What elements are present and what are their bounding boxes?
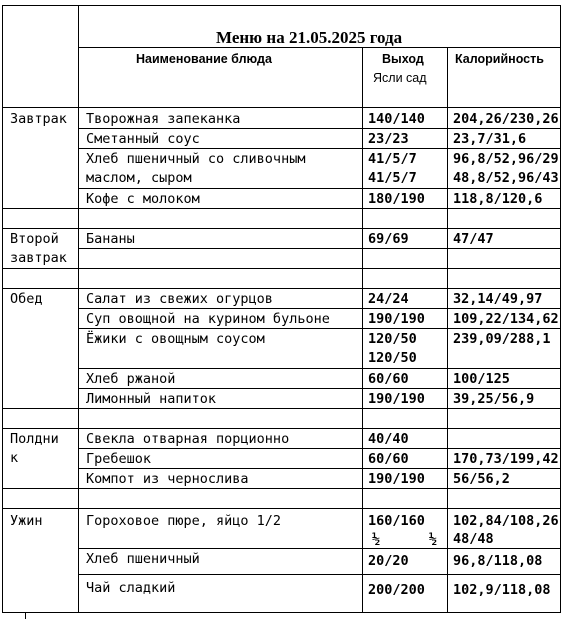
header-calories: Калорийность [455, 52, 544, 66]
dish-name: Суп овощной на курином бульоне [86, 311, 330, 327]
header-dish: Наименование блюда [136, 52, 272, 66]
dish-output: 60/60 [368, 371, 409, 387]
dish-output: 190/190 [368, 391, 425, 407]
dish-name: Салат из свежих огурцов [86, 291, 273, 307]
dish-calories: 100/125 [453, 371, 510, 387]
dish-output: 190/190 [368, 311, 425, 327]
dish-name: Бананы [86, 231, 135, 247]
dish-calories: 109,22/134,62 [453, 311, 559, 327]
dish-output: 69/69 [368, 231, 409, 247]
dish-output: 60/60 [368, 451, 409, 467]
meal-lunch-label: Обед [10, 291, 43, 307]
dish-calories: 23,7/31,6 [453, 131, 527, 147]
dish-name: Хлеб пшеничный [86, 551, 200, 567]
dish-output: 41/5/7 [368, 151, 417, 167]
dish-name-cont: маслом, сыром [86, 170, 192, 186]
page-title: Меню на 21.05.2025 года [216, 28, 403, 47]
dish-output: 41/5/7 [368, 170, 417, 186]
dish-calories: 239,09/288,1 [453, 331, 551, 347]
dish-output: 20/20 [368, 553, 409, 569]
dish-name: Творожная запеканка [86, 111, 241, 127]
meal-second-breakfast-label-cont: завтрак [10, 250, 67, 266]
meal-snack-label: Полдни [10, 431, 59, 447]
dish-name: Гороховое пюре, яйцо 1/2 [86, 513, 282, 529]
dish-name: Хлеб ржаной [86, 371, 176, 387]
dish-output: 190/190 [368, 471, 425, 487]
dish-name: Компот из чернослива [86, 471, 249, 487]
dish-output: 24/24 [368, 291, 409, 307]
dish-output: 160/160 [368, 513, 425, 529]
dish-calories: 39,25/56,9 [453, 391, 535, 407]
dish-output: 120/50 [368, 350, 417, 366]
dish-name: Сметанный соус [86, 131, 200, 147]
dish-output: 40/40 [368, 431, 409, 447]
dish-output: ½ ½ [372, 531, 438, 547]
dish-calories: 47/47 [453, 231, 494, 247]
dish-calories: 48/48 [453, 531, 494, 547]
header-output: Выход [382, 52, 424, 66]
dish-name: Хлеб пшеничный со сливочным [86, 151, 306, 167]
dish-output: 200/200 [368, 582, 425, 598]
dish-calories: 56/56,2 [453, 471, 510, 487]
meal-breakfast-label: Завтрак [10, 111, 67, 127]
meal-snack-label-cont: к [10, 450, 19, 466]
meal-dinner-label: Ужин [10, 513, 43, 529]
dish-calories: 96,8/52,96/29 [453, 151, 559, 167]
dish-output: 120/50 [368, 331, 417, 347]
dish-calories: 96,8/118,08 [453, 553, 543, 569]
dish-calories: 118,8/120,6 [453, 191, 543, 207]
dish-name: Кофе с молоком [86, 191, 200, 207]
dish-calories: 170,73/199,42 [453, 451, 559, 467]
dish-calories: 102,84/108,26 [453, 513, 559, 529]
dish-output: 180/190 [368, 191, 425, 207]
dish-output: 23/23 [368, 131, 409, 147]
dish-name: Лимонный напиток [86, 391, 217, 407]
dish-calories: 204,26/230,26 [453, 111, 559, 127]
dish-output: 140/140 [368, 111, 425, 127]
dish-name: Чай сладкий [86, 580, 176, 596]
dish-calories: 32,14/49,97 [453, 291, 543, 307]
meal-second-breakfast-label: Второй [10, 231, 59, 247]
dish-name: Свекла отварная порционно [86, 431, 290, 447]
dish-calories: 48,8/52,96/43 [453, 170, 559, 186]
dish-name: Ёжики с овощным соусом [86, 331, 265, 347]
dish-name: Гребешок [86, 451, 152, 467]
dish-calories: 102,9/118,08 [453, 582, 551, 598]
header-output-sub: Ясли сад [373, 71, 427, 85]
